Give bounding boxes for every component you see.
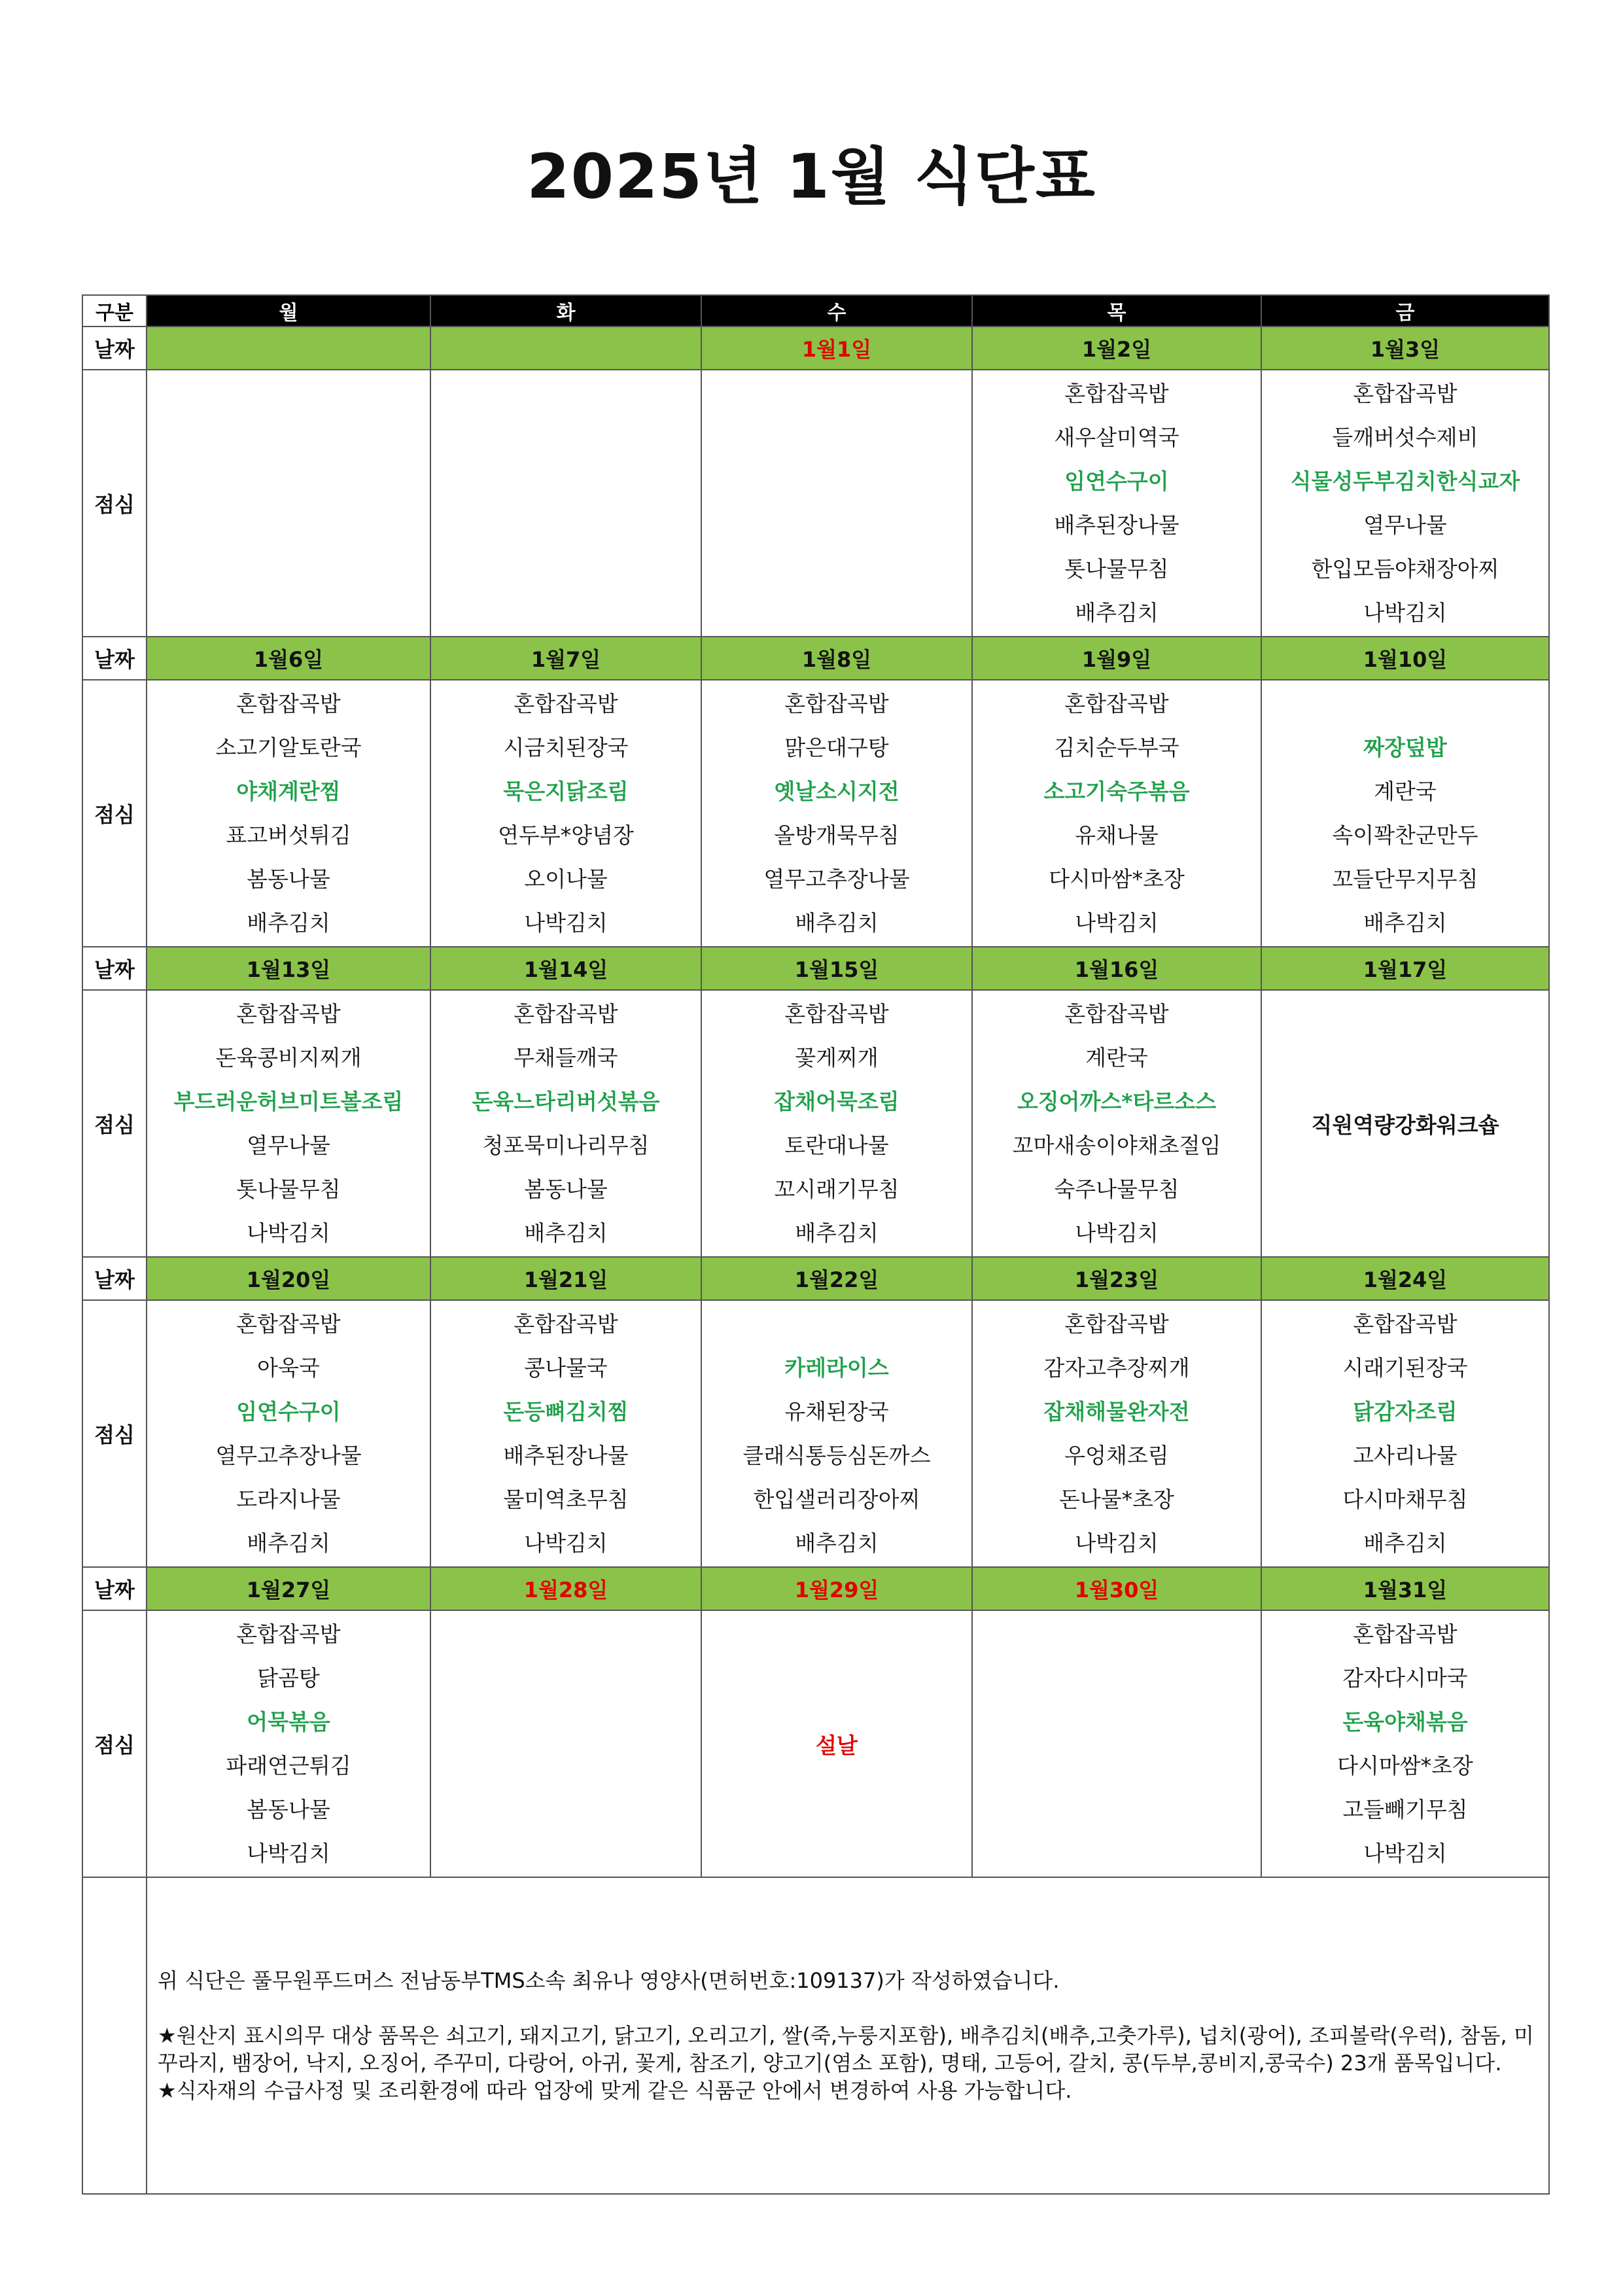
menu-table — [82, 294, 1550, 2195]
date-row — [82, 947, 1549, 990]
meal-row — [82, 990, 1549, 1257]
meal-cell — [1261, 1610, 1549, 1877]
menu-item: 클래식통등심돈까스 — [742, 1443, 931, 1468]
main-dish: 잡채해물완자전 — [1043, 1399, 1190, 1424]
menu-item: 청포묵미나리무침 — [482, 1133, 650, 1158]
menu-item — [702, 1302, 971, 1346]
menu-item: 배추된장나물 — [1054, 512, 1179, 538]
menu-item: 혼합잡곡밥 — [784, 691, 889, 716]
menu-item: 아욱국 — [257, 1355, 320, 1381]
menu-item: 계란국 — [1085, 1045, 1148, 1070]
menu-item: 우엉채조림 — [1064, 1443, 1169, 1468]
menu-item: 고사리나물 — [1353, 1443, 1457, 1468]
date-cell: 1월28일 — [430, 1567, 701, 1610]
menu-item: 배추김치 — [524, 1220, 608, 1246]
menu-item: 시래기된장국 — [1342, 1355, 1468, 1381]
main-dish: 돈육야채볶음 — [1342, 1709, 1468, 1735]
menu-item: 꼬들단무지무침 — [1332, 866, 1478, 892]
meal-cell — [701, 680, 972, 947]
menu-item: 톳나물무침 — [1064, 556, 1169, 582]
meal-cell — [701, 990, 972, 1257]
menu-item: 나박김치 — [247, 1220, 330, 1246]
menu-item: 속이꽉찬군만두 — [1332, 822, 1478, 848]
meal-cell — [972, 680, 1261, 947]
menu-item: 나박김치 — [524, 910, 608, 936]
meal-cell — [1261, 370, 1549, 637]
date-cell: 1월15일 — [701, 947, 972, 990]
main-dish: 야채계란찜 — [236, 779, 341, 804]
main-dish: 옛날소시지전 — [774, 779, 899, 804]
main-dish: 돈육느타리버섯볶음 — [472, 1089, 660, 1114]
day-header-thu: 목 — [972, 295, 1261, 327]
menu-item: 열무나물 — [1363, 512, 1447, 538]
date-cell: 1월23일 — [972, 1257, 1261, 1300]
menu-item: 소고기알토란국 — [215, 735, 362, 760]
menu-item: 표고버섯튀김 — [226, 822, 351, 848]
meal-cell — [147, 680, 430, 947]
menu-item: 유채나물 — [1075, 822, 1159, 848]
meal-cell — [701, 1610, 972, 1877]
date-row-label: 날짜 — [82, 947, 147, 990]
menu-item: 혼합잡곡밥 — [236, 1311, 341, 1337]
menu-item: 오이나물 — [524, 866, 608, 892]
date-cell: 1월10일 — [1261, 637, 1549, 680]
notes-row — [82, 1877, 1549, 2194]
main-dish: 잡채어묵조림 — [774, 1089, 899, 1114]
menu-item: 닭곰탕 — [257, 1665, 320, 1691]
date-cell: 1월24일 — [1261, 1257, 1549, 1300]
date-row — [82, 1567, 1549, 1610]
menu-item: 배추된장나물 — [503, 1443, 629, 1468]
date-row-label: 날짜 — [82, 1257, 147, 1300]
menu-item: 배추김치 — [795, 1220, 879, 1246]
menu-item: 혼합잡곡밥 — [236, 1001, 341, 1027]
meal-cell — [430, 1300, 701, 1567]
date-row-label: 날짜 — [82, 1567, 147, 1610]
notes-row-label — [82, 1877, 147, 2194]
menu-item: 배추김치 — [1363, 910, 1447, 936]
meal-cell — [701, 370, 972, 637]
meal-row-label: 점심 — [82, 1610, 147, 1877]
date-cell: 1월17일 — [1261, 947, 1549, 990]
menu-item: 혼합잡곡밥 — [1064, 691, 1169, 716]
main-dish: 돈등뼈김치찜 — [503, 1399, 629, 1424]
menu-item: 물미역초무침 — [503, 1487, 629, 1512]
meal-cell — [147, 370, 430, 637]
main-dish: 부드러운허브미트볼조림 — [173, 1089, 404, 1114]
meal-cell — [972, 1610, 1261, 1877]
meal-row — [82, 1610, 1549, 1877]
date-cell: 1월14일 — [430, 947, 701, 990]
menu-item: 들깨버섯수제비 — [1332, 425, 1478, 450]
menu-item: 고들빼기무침 — [1342, 1797, 1468, 1822]
menu-item: 나박김치 — [1363, 600, 1447, 626]
holiday-label: 설날 — [816, 1732, 858, 1758]
menu-item — [1262, 682, 1548, 726]
date-row — [82, 1257, 1549, 1300]
meal-cell — [972, 370, 1261, 637]
menu-item: 열무고추장나물 — [215, 1443, 362, 1468]
main-dish: 임연수구이 — [236, 1399, 341, 1424]
date-cell — [430, 327, 701, 370]
menu-item: 혼합잡곡밥 — [236, 1621, 341, 1647]
menu-item: 나박김치 — [1075, 910, 1159, 936]
date-row-label: 날짜 — [82, 637, 147, 680]
menu-item: 무채들깨국 — [514, 1045, 618, 1070]
date-cell: 1월21일 — [430, 1257, 701, 1300]
notes-box — [147, 1967, 1548, 2104]
menu-item: 혼합잡곡밥 — [514, 1311, 618, 1337]
menu-item: 한입샐러리장아찌 — [753, 1487, 920, 1512]
date-cell: 1월31일 — [1261, 1567, 1549, 1610]
menu-item: 김치순두부국 — [1054, 735, 1179, 760]
menu-item: 시금치된장국 — [503, 735, 629, 760]
date-cell: 1월13일 — [147, 947, 430, 990]
main-dish: 소고기숙주볶음 — [1043, 779, 1190, 804]
main-dish: 임연수구이 — [1064, 468, 1169, 494]
menu-item: 배추김치 — [247, 910, 330, 936]
menu-item: 꼬마새송이야채초절임 — [1012, 1133, 1221, 1158]
author-note: 위 식단은 풀무원푸드머스 전남동부TMS소속 최유나 영양사(면허번호:109137)가 작성하였습니다. — [158, 1968, 1060, 1993]
meal-row-label: 점심 — [82, 370, 147, 637]
date-cell: 1월22일 — [701, 1257, 972, 1300]
date-cell: 1월29일 — [701, 1567, 972, 1610]
substitution-note: ★식자재의 수급사정 및 조리환경에 따라 업장에 맞게 같은 식품군 안에서 변경하여 사용 가능합니다. — [158, 2078, 1072, 2103]
menu-item: 나박김치 — [1363, 1841, 1447, 1866]
menu-item: 나박김치 — [524, 1530, 608, 1556]
menu-item: 올방개묵무침 — [774, 822, 899, 848]
header-label: 구분 — [82, 295, 147, 327]
main-dish: 묵은지닭조림 — [503, 779, 629, 804]
menu-item: 감자고추장찌개 — [1043, 1355, 1190, 1381]
date-cell: 1월6일 — [147, 637, 430, 680]
menu-item: 도라지나물 — [236, 1487, 341, 1512]
date-row — [82, 637, 1549, 680]
meal-cell — [430, 680, 701, 947]
menu-item: 혼합잡곡밥 — [514, 691, 618, 716]
day-header-mon: 월 — [147, 295, 430, 327]
main-dish: 식물성두부김치한식교자 — [1290, 468, 1520, 494]
menu-item: 배추김치 — [1075, 600, 1159, 626]
day-header-fri: 금 — [1261, 295, 1549, 327]
menu-item: 계란국 — [1374, 779, 1437, 804]
menu-item: 꼬시래기무침 — [774, 1176, 899, 1202]
meal-row — [82, 680, 1549, 947]
date-cell: 1월2일 — [972, 327, 1261, 370]
menu-item: 봄동나물 — [247, 866, 330, 892]
main-dish: 카레라이스 — [784, 1355, 889, 1381]
origin-note: ★원산지 표시의무 대상 품목은 쇠고기, 돼지고기, 닭고기, 오리고기, 쌀(죽,누룽지포함), 배추김치(배추,고춧가루), 넙치(광어), 조피볼락(우럭), 참돔, 미꾸라지, 뱀장어, 낙지, 오징어, 주꾸미, 다랑어, 아귀, 꽃게, 참조기, 양고기(염소 포함), 명태, 고등어, 갈치, 콩(두부,콩비지,콩국수) 23개 품목입니다. — [158, 2023, 1534, 2075]
menu-item: 다시마쌈*초장 — [1337, 1753, 1473, 1778]
meal-cell — [147, 990, 430, 1257]
menu-item: 혼합잡곡밥 — [1064, 1311, 1169, 1337]
meal-row-label: 점심 — [82, 680, 147, 947]
date-cell: 1월7일 — [430, 637, 701, 680]
day-header-wed: 수 — [701, 295, 972, 327]
menu-item: 한입모듬야채장아찌 — [1311, 556, 1499, 582]
date-cell: 1월30일 — [972, 1567, 1261, 1610]
menu-item: 숙주나물무침 — [1054, 1176, 1179, 1202]
menu-item: 봄동나물 — [524, 1176, 608, 1202]
header-row — [82, 295, 1549, 327]
menu-item: 유채된장국 — [784, 1399, 889, 1424]
meal-cell — [1261, 1300, 1549, 1567]
meal-row-label: 점심 — [82, 990, 147, 1257]
menu-item: 배추김치 — [247, 1530, 330, 1556]
menu-item: 배추김치 — [795, 1530, 879, 1556]
date-cell: 1월20일 — [147, 1257, 430, 1300]
menu-item: 혼합잡곡밥 — [1353, 1621, 1457, 1647]
notes-cell — [147, 1877, 1549, 2194]
day-header-tue: 화 — [430, 295, 701, 327]
menu-item: 배추김치 — [1363, 1530, 1447, 1556]
date-row-label: 날짜 — [82, 327, 147, 370]
menu-table-body — [82, 295, 1549, 2194]
menu-item: 연두부*양념장 — [498, 822, 634, 848]
special-event-label: 직원역량강화워크숍 — [1311, 1112, 1499, 1138]
menu-item: 돈나물*초장 — [1059, 1487, 1174, 1512]
menu-item: 다시마채무침 — [1342, 1487, 1468, 1512]
menu-item: 돈육콩비지찌개 — [215, 1045, 362, 1070]
menu-item: 다시마쌈*초장 — [1049, 866, 1185, 892]
date-row — [82, 327, 1549, 370]
date-cell: 1월16일 — [972, 947, 1261, 990]
meal-cell — [430, 370, 701, 637]
main-dish: 닭감자조림 — [1353, 1399, 1457, 1424]
meal-cell — [430, 990, 701, 1257]
meal-cell — [147, 1610, 430, 1877]
menu-item: 파래연근튀김 — [226, 1753, 351, 1778]
menu-item: 열무나물 — [247, 1133, 330, 1158]
page-title: 2025년 1월 식단표 — [527, 141, 1096, 213]
menu-item: 톳나물무침 — [236, 1176, 341, 1202]
meal-cell — [972, 1300, 1261, 1567]
meal-cell — [430, 1610, 701, 1877]
menu-item: 배추김치 — [795, 910, 879, 936]
date-cell: 1월9일 — [972, 637, 1261, 680]
main-dish: 짜장덮밥 — [1363, 735, 1447, 760]
meal-cell — [1261, 990, 1549, 1257]
meal-cell — [147, 1300, 430, 1567]
menu-item: 나박김치 — [247, 1841, 330, 1866]
main-dish: 어묵볶음 — [247, 1709, 330, 1735]
menu-item: 맑은대구탕 — [784, 735, 889, 760]
menu-item: 콩나물국 — [524, 1355, 608, 1381]
menu-item: 혼합잡곡밥 — [236, 691, 341, 716]
menu-item: 나박김치 — [1075, 1220, 1159, 1246]
meal-cell — [972, 990, 1261, 1257]
meal-row — [82, 1300, 1549, 1567]
meal-row-label: 점심 — [82, 1300, 147, 1567]
meal-cell — [701, 1300, 972, 1567]
menu-item: 혼합잡곡밥 — [514, 1001, 618, 1027]
menu-item: 새우살미역국 — [1054, 425, 1179, 450]
date-cell: 1월8일 — [701, 637, 972, 680]
menu-item: 나박김치 — [1075, 1530, 1159, 1556]
menu-item: 혼합잡곡밥 — [1353, 1311, 1457, 1337]
menu-item: 혼합잡곡밥 — [1064, 381, 1169, 406]
menu-item: 꽃게찌개 — [795, 1045, 879, 1070]
date-cell: 1월1일 — [701, 327, 972, 370]
menu-item: 토란대나물 — [784, 1133, 889, 1158]
date-cell: 1월27일 — [147, 1567, 430, 1610]
menu-item: 혼합잡곡밥 — [1353, 381, 1457, 406]
date-cell — [147, 327, 430, 370]
main-dish: 오징어까스*타르소스 — [1017, 1089, 1217, 1114]
menu-item: 열무고추장나물 — [763, 866, 910, 892]
menu-item: 감자다시마국 — [1342, 1665, 1468, 1691]
menu-item: 혼합잡곡밥 — [784, 1001, 889, 1027]
menu-item: 봄동나물 — [247, 1797, 330, 1822]
menu-item: 혼합잡곡밥 — [1064, 1001, 1169, 1027]
date-cell: 1월3일 — [1261, 327, 1549, 370]
meal-row — [82, 370, 1549, 637]
meal-cell — [1261, 680, 1549, 947]
